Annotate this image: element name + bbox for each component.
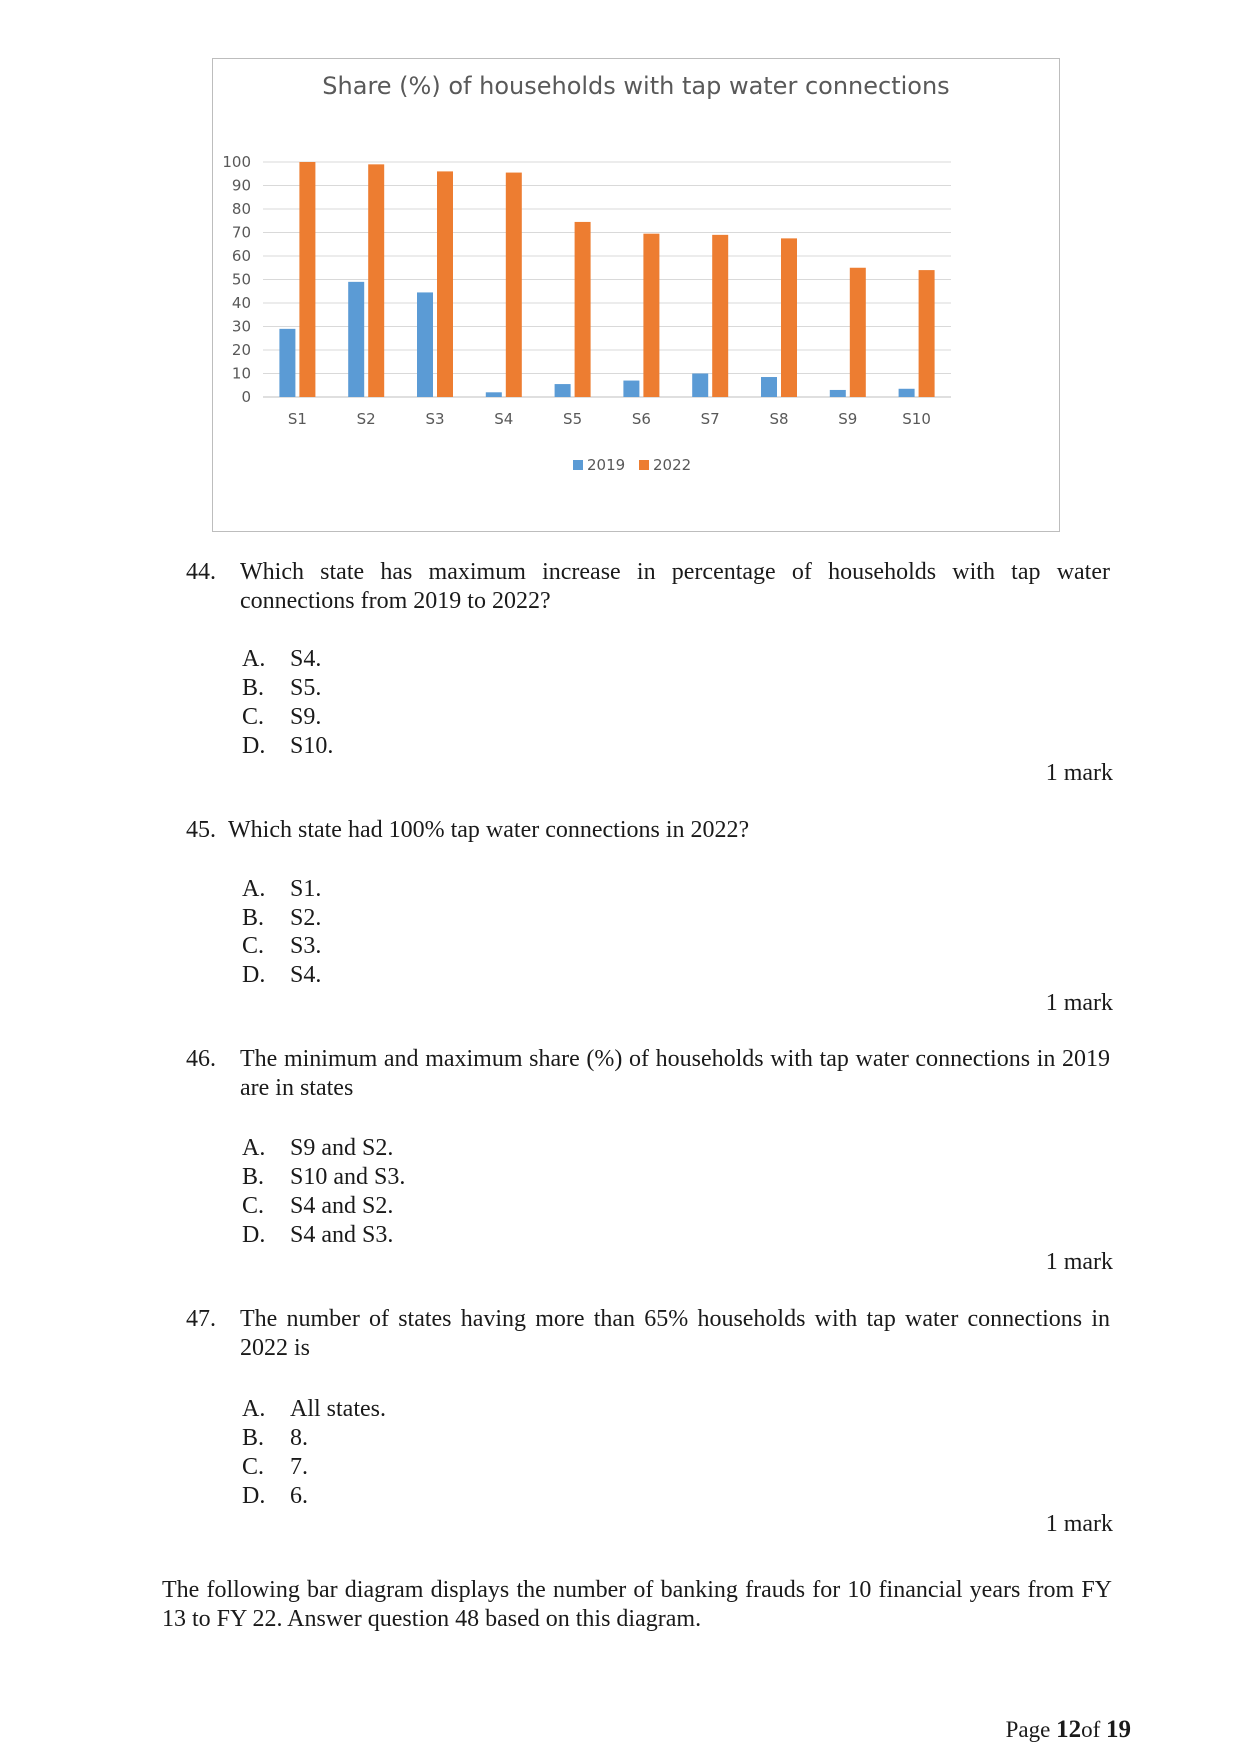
option-text: All states. — [290, 1396, 386, 1422]
x-tick-label: S10 — [902, 410, 931, 428]
x-tick-label: S8 — [769, 410, 789, 428]
bar-2019-S6 — [623, 381, 639, 397]
y-tick-label: 70 — [231, 223, 251, 242]
bar-2019-S2 — [348, 282, 364, 397]
y-tick-label: 80 — [231, 200, 251, 218]
option-text: S5. — [290, 675, 322, 701]
question-48-intro: The following bar diagram displays the number of banking frauds for 10 financial years from FY 13 to FY 22. Answer question 48 based on this diagram. — [162, 1577, 1112, 1632]
option-letter: C. — [242, 933, 265, 959]
x-tick-label: S9 — [838, 410, 858, 428]
y-tick-label: 30 — [231, 317, 251, 336]
bar-2022-S6 — [643, 234, 659, 397]
option-letter: B. — [242, 905, 265, 931]
question-46 — [186, 1045, 1112, 1105]
option-text: S9 and S2. — [290, 1135, 394, 1161]
option-text: S10. — [290, 733, 334, 759]
y-tick-label: 10 — [231, 364, 251, 383]
option-text: S3. — [290, 933, 322, 959]
option-letter: D. — [242, 962, 266, 988]
option-text: S4 and S3. — [290, 1222, 394, 1248]
bar-2019-S1 — [279, 329, 295, 397]
page-number: 12 — [1056, 1716, 1082, 1743]
mark-label: 1 mark — [1045, 990, 1113, 1016]
option-text: S10 and S3. — [290, 1164, 406, 1190]
question-45 — [186, 816, 1112, 846]
question-number: 46. — [186, 1046, 216, 1072]
option-text: S1. — [290, 876, 322, 902]
bar-2022-S3 — [437, 171, 453, 397]
option-text: 7. — [290, 1454, 308, 1480]
option-letter: B. — [242, 1425, 265, 1451]
question-text: Which state has maximum increase in percentage of households with tap water connections from 2019 to 2022? — [240, 559, 1110, 614]
y-tick-label: 60 — [231, 247, 251, 265]
x-tick-label: S5 — [563, 410, 583, 428]
y-tick-label: 40 — [231, 294, 251, 312]
option-letter: D. — [242, 1222, 266, 1248]
bar-2022-S9 — [850, 268, 866, 397]
bar-2022-S4 — [506, 173, 522, 397]
chart-canvas — [213, 59, 1059, 531]
page-of: of — [1081, 1717, 1101, 1742]
legend-label-2022: 2022 — [653, 456, 692, 474]
legend-swatch-2019 — [573, 460, 583, 470]
x-tick-label: S4 — [494, 410, 514, 428]
option-letter: A. — [242, 1135, 266, 1161]
option-letter: A. — [242, 876, 266, 902]
y-tick-label: 20 — [231, 341, 251, 359]
mark-label: 1 mark — [1045, 1249, 1113, 1275]
option-letter: A. — [242, 1396, 266, 1422]
option-text: S4. — [290, 962, 322, 988]
bar-2019-S7 — [692, 374, 708, 398]
bar-2022-S8 — [781, 238, 797, 397]
bar-2019-S9 — [830, 390, 846, 397]
x-tick-label: S7 — [700, 410, 720, 428]
question-text: The minimum and maximum share (%) of households with tap water connections in 2019 are in states — [240, 1046, 1110, 1101]
mark-label: 1 mark — [1045, 760, 1113, 786]
option-text: S4. — [290, 646, 322, 672]
chart-title: Share (%) of households with tap water connections — [322, 72, 950, 100]
option-letter: B. — [242, 675, 265, 701]
bar-2019-S10 — [899, 389, 915, 397]
question-number: 44. — [186, 559, 216, 585]
option-text: S2. — [290, 905, 322, 931]
page-footer — [1006, 1716, 1131, 1744]
option-letter: A. — [242, 646, 266, 672]
option-letter: C. — [242, 704, 265, 730]
question-number: 45. — [186, 817, 216, 843]
bar-2019-S4 — [486, 392, 502, 397]
question-47 — [186, 1305, 1112, 1365]
bar-2022-S7 — [712, 235, 728, 397]
tap-water-chart — [212, 58, 1060, 532]
legend-label-2019: 2019 — [587, 456, 626, 474]
x-tick-label: S3 — [425, 410, 445, 428]
question-number: 47. — [186, 1306, 216, 1332]
bar-2022-S10 — [919, 270, 935, 397]
y-tick-label: 50 — [231, 270, 251, 289]
bar-2022-S5 — [575, 222, 591, 397]
option-text: S4 and S2. — [290, 1193, 394, 1219]
x-tick-label: S1 — [287, 410, 307, 428]
page-total: 19 — [1106, 1716, 1131, 1743]
bar-2019-S8 — [761, 377, 777, 397]
option-text: 6. — [290, 1483, 308, 1509]
legend-swatch-2022 — [639, 460, 649, 470]
y-tick-label: 0 — [241, 388, 251, 406]
question-text: The number of states having more than 65% households with tap water connections in 2022 is — [240, 1306, 1110, 1361]
x-tick-label: S6 — [631, 410, 651, 428]
option-text: 8. — [290, 1425, 308, 1451]
option-letter: D. — [242, 1483, 266, 1509]
option-text: S9. — [290, 704, 322, 730]
mark-label: 1 mark — [1045, 1511, 1113, 1537]
bar-2019-S5 — [555, 384, 571, 397]
bar-2022-S1 — [299, 162, 315, 397]
question-44 — [186, 558, 1112, 618]
x-tick-label: S2 — [356, 410, 376, 428]
y-tick-label: 100 — [222, 153, 251, 171]
option-letter: C. — [242, 1193, 265, 1219]
option-letter: C. — [242, 1454, 265, 1480]
page-prefix: Page — [1005, 1717, 1051, 1742]
bar-2019-S3 — [417, 292, 433, 397]
question-text: Which state had 100% tap water connections in 2022? — [228, 817, 750, 843]
y-tick-label: 90 — [231, 176, 251, 195]
option-letter: D. — [242, 733, 266, 759]
bar-2022-S2 — [368, 164, 384, 397]
option-letter: B. — [242, 1164, 265, 1190]
